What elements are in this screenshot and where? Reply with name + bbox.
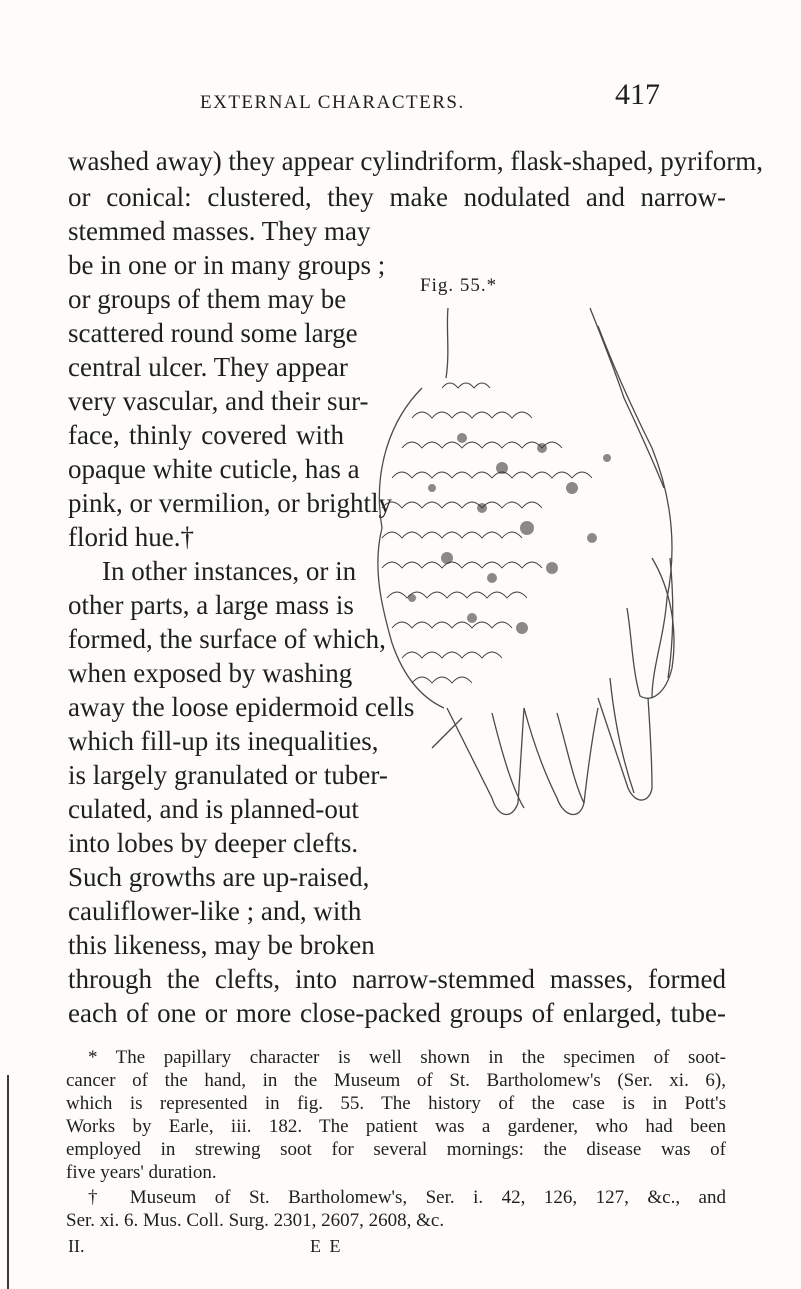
body-line: into lobes by deeper clefts. [68,828,359,858]
body-line: or groups of them may be [68,284,347,314]
body-line: this likeness, may be broken [68,930,375,960]
body-line: other parts, a large mass is [68,590,354,620]
body-line: very vascular, and their sur- [68,386,369,416]
body-line: each of one or more close-packed groups of enlarged, tube- [68,998,726,1028]
footnote-line: which is represented in fig. 55. The history of the case is in Pott's [66,1093,726,1114]
sheet-mark: E E [310,1236,343,1256]
footnote-line: five years' duration. [66,1162,217,1183]
body-line: central ulcer. They appear [68,352,348,382]
body-line: be in one or in many groups ; [68,250,386,280]
footnote-line: cancer of the hand, in the Museum of St. Bartholomew's (Ser. xi. 6), [66,1070,726,1091]
body-line: In other instances, or in [102,556,357,586]
body-line: through the clefts, into narrow-stemmed masses, formed [68,964,726,994]
footnote-line: * The papillary character is well shown in the specimen of soot- [88,1047,726,1068]
binding-edge [7,1075,9,1289]
body-line: or conical: clustered, they make nodulated and narrow- [68,182,726,212]
signature-mark: II. [68,1236,85,1256]
footnote-line: Works by Earle, iii. 182. The patient was a gardener, who had been [66,1116,726,1137]
figure-caption: Fig. 55.* [420,275,498,296]
body-line: florid hue.† [68,522,194,552]
body-line: stemmed masses. They may [68,216,371,246]
body-line: formed, the surface of which, [68,624,386,654]
body-line: washed away) they appear cylindriform, flask-shaped, pyriform, [68,146,763,176]
body-line: opaque white cuticle, has a [68,454,360,484]
body-line: pink, or vermilion, or brightly [68,488,392,518]
body-line: scattered round some large [68,318,358,348]
body-line: is largely granulated or tuber- [68,760,388,790]
body-line: culated, and is planned-out [68,794,359,824]
body-line: face, thinly covered with [68,420,344,450]
body-line: Such growths are up-raised, [68,862,370,892]
running-title: EXTERNAL CHARACTERS. [200,92,465,113]
page-number: 417 [615,78,660,111]
footnote-line: employed in strewing soot for several mornings: the disease was of [66,1139,726,1160]
body-line: cauliflower-like ; and, with [68,896,362,926]
hand-illustration [352,298,692,828]
footnote-line: † Museum of St. Bartholomew's, Ser. i. 42, 126, 127, &c., and [88,1187,726,1208]
body-line: when exposed by washing [68,658,353,688]
footnote-line: Ser. xi. 6. Mus. Coll. Surg. 2301, 2607, 2608, &c. [66,1210,445,1231]
body-line: which fill-up its inequalities, [68,726,379,756]
body-line: away the loose epidermoid cells [68,692,415,722]
